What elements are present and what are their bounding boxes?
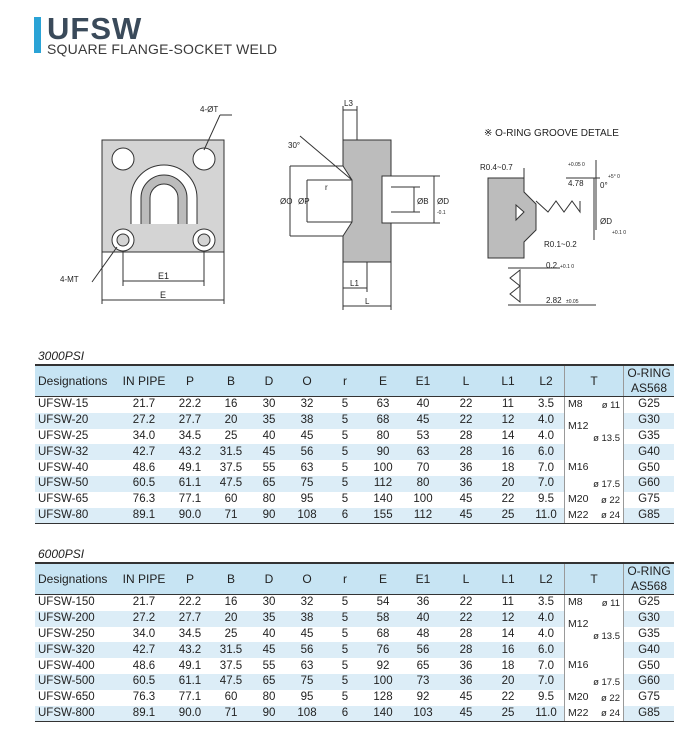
table-row: UFSW-800 89.1 90.0 71 90 108 6 140 103 45 25 11.0 M22 ø 24 G85 (35, 706, 674, 722)
col-e1: E1 (402, 365, 444, 397)
label-l: L (365, 297, 370, 306)
page-subtitle: SQUARE FLANGE-SOCKET WELD (47, 41, 278, 57)
col-t: T (565, 563, 624, 595)
section-label-6000psi: 6000PSI (38, 547, 85, 561)
col-oring: O-RING AS568 (624, 365, 675, 397)
col-e: E (364, 365, 402, 397)
section-label-3000psi: 3000PSI (38, 349, 85, 363)
label-e: E (160, 290, 167, 300)
table-row: UFSW-80 89.1 90.0 71 90 108 6 155 112 45 25 11.0 M22 ø 24 G85 (35, 508, 674, 524)
label-depth: 4.78 (568, 179, 584, 188)
col-e: E (364, 563, 402, 595)
table-row: UFSW-650 76.3 77.1 60 80 95 5 128 92 45 22 9.5 M20 ø 22 G75 (38, 690, 660, 704)
t-cell-m20: M20 ø 22 (565, 690, 624, 706)
col-p: P (168, 563, 212, 595)
col-l1: L1 (488, 365, 528, 397)
page-title: UFSW (47, 11, 143, 46)
t-cell-m12: M12 ø 13.5 (565, 413, 624, 460)
col-in-pipe: IN PIPE (120, 365, 168, 397)
label-d: ØD (437, 197, 449, 206)
label-p: ØP (298, 197, 310, 206)
col-o: O (288, 563, 326, 595)
label-l3: L3 (344, 99, 353, 108)
label-angle-0: 0° (600, 181, 608, 190)
label-r2: R0.1~0.2 (544, 240, 577, 249)
table-row: UFSW-200 27.2 27.7 20 35 38 5 58 40 22 12 4.0 M12 ø 13.5 G30 (35, 611, 674, 627)
col-l: L (444, 563, 488, 595)
label-depth-tolerance: +0.05 0 (568, 162, 585, 168)
label-dia-tolerance: +0.1 0 (612, 230, 627, 236)
t-cell-m22: M22 ø 24 (565, 508, 624, 524)
table-row: UFSW-20 27.2 27.7 20 35 38 5 68 45 22 12 4.0 M12 ø 13.5 G30 (35, 413, 674, 429)
label-r: r (325, 183, 328, 192)
col-l: L (444, 365, 488, 397)
col-b: B (212, 365, 250, 397)
label-l1: L1 (350, 279, 359, 288)
col-p: P (168, 365, 212, 397)
col-d: D (250, 563, 288, 595)
technical-drawing (0, 80, 700, 320)
table-row: UFSW-25 34.0 34.5 25 40 45 5 80 53 28 14 4.0 G35 (38, 429, 660, 442)
t-cell-m16: M16 ø 17.5 (565, 460, 624, 492)
t-cell-m8: M8 ø 11 (565, 397, 624, 413)
table-row: UFSW-50 60.5 61.1 47.5 65 75 5 112 80 36 20 7.0 G60 (35, 476, 674, 492)
col-l2: L2 (528, 365, 565, 397)
table-row: UFSW-400 48.6 49.1 37.5 55 63 5 92 65 36 18 7.0 M16 ø 17.5 G50 (38, 659, 660, 688)
t-cell-m12: M12 ø 13.5 (565, 611, 624, 658)
col-oring: O-RING AS568 (624, 563, 675, 595)
col-designations: Designations (35, 365, 120, 397)
oring-detail-title: ※ O-RING GROOVE DETALE (484, 128, 619, 139)
label-bolt-holes: 4-ØT (200, 105, 219, 114)
col-e1: E1 (402, 563, 444, 595)
col-l2: L2 (528, 563, 565, 595)
label-w2-tolerance: ±0.05 (566, 299, 579, 305)
col-d: D (250, 365, 288, 397)
t-cell-m16: M16 ø 17.5 (565, 658, 624, 690)
t-cell-m8: M8 ø 11 (565, 595, 624, 611)
label-w1-tolerance: +0.1 0 (560, 264, 575, 270)
col-l1: L1 (488, 563, 528, 595)
label-w2: 2.82 (546, 296, 562, 305)
t-cell-m22: M22 ø 24 (565, 706, 624, 722)
table-row: UFSW-150 21.7 22.2 16 30 32 5 54 36 22 11 3.5 M8 ø 11 G25 (38, 596, 660, 609)
label-angle-tolerance: +5° 0 (608, 174, 620, 180)
label-e1: E1 (158, 271, 170, 281)
label-b: ØB (417, 197, 429, 206)
label-w1: 0.2 (546, 261, 558, 270)
label-o: ØO (280, 197, 293, 206)
col-in-pipe: IN PIPE (120, 563, 168, 595)
table-row: UFSW-500 60.5 61.1 47.5 65 75 5 100 73 36 20 7.0 G60 (35, 674, 674, 690)
title-accent-bar (34, 17, 41, 53)
table-row: UFSW-65 76.3 77.1 60 80 95 5 140 100 45 22 9.5 M20 ø 22 G75 (38, 492, 660, 506)
col-o: O (288, 365, 326, 397)
t-cell-m20: M20 ø 22 (565, 492, 624, 508)
table-row: UFSW-40 48.6 49.1 37.5 55 63 5 100 70 36 18 7.0 M16 ø 17.5 G50 (38, 461, 660, 490)
label-angle-30: 30° (288, 141, 301, 150)
spec-table-6000psi (35, 562, 674, 722)
col-r: r (326, 365, 364, 397)
spec-table-3000psi (35, 364, 674, 524)
table-row: UFSW-250 34.0 34.5 25 40 45 5 68 48 28 14 4.0 G35 (38, 627, 660, 640)
side-view (290, 106, 440, 310)
label-d-tolerance: -0.1 (437, 210, 446, 216)
label-mount-holes: 4-MT (60, 275, 79, 284)
col-b: B (212, 563, 250, 595)
col-r: r (326, 563, 364, 595)
table-row: UFSW-32 42.7 43.2 31.5 45 56 5 90 63 28 16 6.0 G40 (35, 444, 674, 460)
table-row: UFSW-320 42.7 43.2 31.5 45 56 5 76 56 28 16 6.0 G40 (35, 642, 674, 658)
label-dia: ØD (600, 217, 612, 226)
label-r1: R0.4~0.7 (480, 163, 513, 172)
table-row: UFSW-15 21.7 22.2 16 30 32 5 63 40 22 11 3.5 M8 ø 11 G25 (38, 398, 660, 411)
col-designations: Designations (35, 563, 120, 595)
col-t: T (565, 365, 624, 397)
